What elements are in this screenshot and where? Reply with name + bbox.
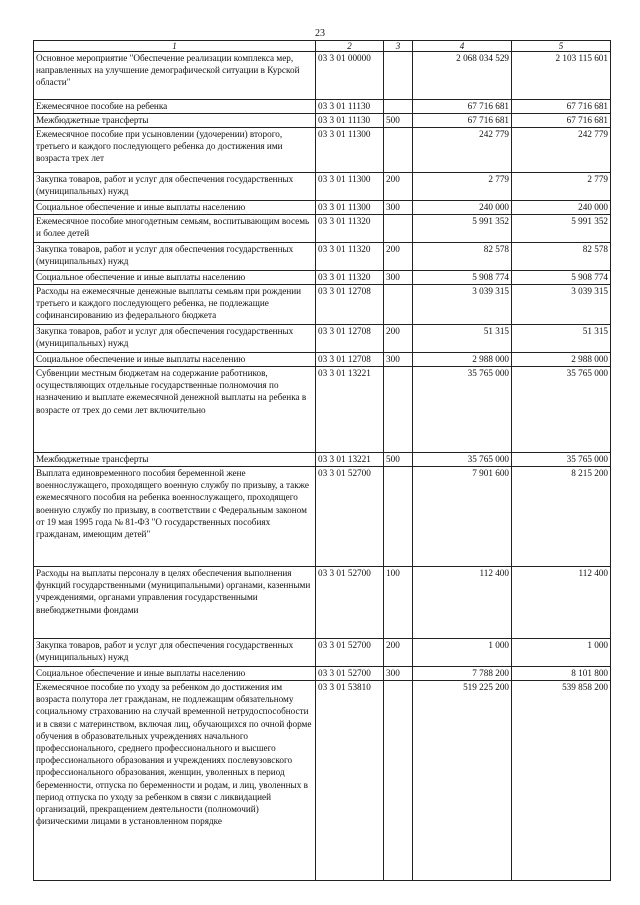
row-code: 03 3 01 13221 xyxy=(316,453,384,467)
row-name: Ежемесячное пособие при усыновлении (удочерении) второго, третьего и каждого последующего ребенка до достижения ими возраста трех лет xyxy=(34,128,316,173)
row-sum-1: 1 000 xyxy=(413,639,512,667)
row-kind: 500 xyxy=(384,453,413,467)
table-header-row xyxy=(34,41,611,52)
table-row xyxy=(34,173,611,201)
row-sum-1: 35 765 000 xyxy=(413,453,512,467)
row-sum-2: 242 779 xyxy=(512,128,611,173)
table-row xyxy=(34,128,611,173)
row-sum-2: 2 779 xyxy=(512,173,611,201)
row-code: 03 3 01 00000 xyxy=(316,52,384,100)
row-name: Закупка товаров, работ и услуг для обеспечения государственных (муниципальных) нужд xyxy=(34,639,316,667)
row-kind xyxy=(384,52,413,100)
row-sum-1: 67 716 681 xyxy=(413,114,512,128)
table-row xyxy=(34,100,611,114)
row-name: Межбюджетные трансферты xyxy=(34,114,316,128)
row-name: Социальное обеспечение и иные выплаты населению xyxy=(34,271,316,285)
row-name: Ежемесячное пособие на ребенка xyxy=(34,100,316,114)
row-kind: 300 xyxy=(384,271,413,285)
row-name: Социальное обеспечение и иные выплаты населению xyxy=(34,353,316,367)
row-sum-1: 82 578 xyxy=(413,243,512,271)
row-name: Основное мероприятие "Обеспечение реализации комплекса мер, направленных на улучшение демографической ситуации в Курской области" xyxy=(34,52,316,100)
row-code: 03 3 01 12708 xyxy=(316,325,384,353)
table-row xyxy=(34,667,611,681)
table-row xyxy=(34,467,611,567)
table-row xyxy=(34,639,611,667)
budget-table xyxy=(33,40,611,881)
row-code: 03 3 01 12708 xyxy=(316,353,384,367)
row-sum-1: 2 068 034 529 xyxy=(413,52,512,100)
row-code: 03 3 01 11320 xyxy=(316,243,384,271)
row-name: Закупка товаров, работ и услуг для обеспечения государственных (муниципальных) нужд xyxy=(34,243,316,271)
row-sum-2: 240 000 xyxy=(512,201,611,215)
row-kind xyxy=(384,215,413,243)
table-row xyxy=(34,114,611,128)
table-row xyxy=(34,453,611,467)
row-name: Ежемесячное пособие многодетным семьям, воспитывающим восемь и более детей xyxy=(34,215,316,243)
row-sum-1: 5 991 352 xyxy=(413,215,512,243)
row-sum-1: 67 716 681 xyxy=(413,100,512,114)
row-sum-1: 35 765 000 xyxy=(413,367,512,453)
row-sum-1: 519 225 200 xyxy=(413,681,512,881)
header-col-2: 2 xyxy=(316,41,384,52)
row-sum-2: 82 578 xyxy=(512,243,611,271)
row-kind xyxy=(384,100,413,114)
table-row xyxy=(34,215,611,243)
row-code: 03 3 01 13221 xyxy=(316,367,384,453)
row-name: Социальное обеспечение и иные выплаты населению xyxy=(34,201,316,215)
row-name: Закупка товаров, работ и услуг для обеспечения государственных (муниципальных) нужд xyxy=(34,325,316,353)
row-kind xyxy=(384,128,413,173)
row-code: 03 3 01 12708 xyxy=(316,285,384,325)
row-name: Социальное обеспечение и иные выплаты населению xyxy=(34,667,316,681)
row-sum-2: 35 765 000 xyxy=(512,367,611,453)
row-sum-2: 67 716 681 xyxy=(512,100,611,114)
row-code: 03 3 01 52700 xyxy=(316,667,384,681)
row-sum-2: 5 991 352 xyxy=(512,215,611,243)
table-row xyxy=(34,567,611,639)
table-row xyxy=(34,367,611,453)
row-code: 03 3 01 11320 xyxy=(316,271,384,285)
row-code: 03 3 01 11130 xyxy=(316,114,384,128)
row-name: Межбюджетные трансферты xyxy=(34,453,316,467)
row-sum-1: 112 400 xyxy=(413,567,512,639)
row-sum-2: 1 000 xyxy=(512,639,611,667)
header-col-3: 3 xyxy=(384,41,413,52)
row-code: 03 3 01 53810 xyxy=(316,681,384,881)
row-sum-2: 5 908 774 xyxy=(512,271,611,285)
row-sum-1: 242 779 xyxy=(413,128,512,173)
row-kind: 200 xyxy=(384,243,413,271)
row-name: Расходы на ежемесячные денежные выплаты семьям при рождении третьего и каждого последующего ребенка, не подлежащие софинансированию из федерального бюджета xyxy=(34,285,316,325)
row-name: Выплата единовременного пособия беременной жене военнослужащего, проходящего военную службу по призыву, а также ежемесячного пособия на ребенка военнослужащего, проходящего военную службу по призыву, в соответствии с Федеральным законом от 19 мая 1995 года № 81-ФЗ "О государственных пособиях гражданам, имеющим детей" xyxy=(34,467,316,567)
header-col-5: 5 xyxy=(512,41,611,52)
table-row xyxy=(34,681,611,881)
row-code: 03 3 01 52700 xyxy=(316,467,384,567)
row-sum-1: 3 039 315 xyxy=(413,285,512,325)
table-row xyxy=(34,243,611,271)
row-code: 03 3 01 11300 xyxy=(316,128,384,173)
table-row xyxy=(34,52,611,100)
table-row xyxy=(34,285,611,325)
row-sum-1: 51 315 xyxy=(413,325,512,353)
row-sum-1: 2 988 000 xyxy=(413,353,512,367)
row-sum-2: 67 716 681 xyxy=(512,114,611,128)
row-code: 03 3 01 11300 xyxy=(316,173,384,201)
row-sum-2: 8 215 200 xyxy=(512,467,611,567)
row-name: Ежемесячное пособие по уходу за ребенком до достижения им возраста полутора лет гражданам, не подлежащим обязательному социальному страхованию на случай временной нетрудоспособности и в связи с материнством, включая лиц, обучающихся по очной форме обучения в образовательных учреждениях начального профессионального, среднего профессионального и высшего профессионального образования и учреждениях послевузовского профессионального образования, женщин, уволенных в период беременности, отпуска по беременности и родам, и лиц, уволенных в период отпуска по уходу за ребенком в связи с ликвидацией организаций, прекращением деятельности (полномочий) физическими лицами в установленном порядке xyxy=(34,681,316,881)
row-sum-2: 112 400 xyxy=(512,567,611,639)
row-sum-2: 3 039 315 xyxy=(512,285,611,325)
row-sum-2: 2 103 115 601 xyxy=(512,52,611,100)
row-sum-1: 240 000 xyxy=(413,201,512,215)
row-sum-2: 539 858 200 xyxy=(512,681,611,881)
row-sum-2: 51 315 xyxy=(512,325,611,353)
row-name: Субвенции местным бюджетам на содержание работников, осуществляющих отдельные государственные полномочия по назначению и выплате ежемесячной денежной выплаты на ребенка в возрасте от трех до семи лет включительно xyxy=(34,367,316,453)
row-code: 03 3 01 11300 xyxy=(316,201,384,215)
table-row xyxy=(34,325,611,353)
table-row xyxy=(34,201,611,215)
row-kind: 100 xyxy=(384,567,413,639)
row-code: 03 3 01 52700 xyxy=(316,639,384,667)
row-kind xyxy=(384,285,413,325)
row-sum-1: 7 788 200 xyxy=(413,667,512,681)
row-sum-1: 2 779 xyxy=(413,173,512,201)
page-number: 23 xyxy=(315,28,325,39)
row-name: Закупка товаров, работ и услуг для обеспечения государственных (муниципальных) нужд xyxy=(34,173,316,201)
row-kind: 200 xyxy=(384,173,413,201)
row-sum-2: 35 765 000 xyxy=(512,453,611,467)
row-sum-1: 5 908 774 xyxy=(413,271,512,285)
header-col-1: 1 xyxy=(34,41,316,52)
row-kind xyxy=(384,367,413,453)
row-code: 03 3 01 52700 xyxy=(316,567,384,639)
row-kind: 200 xyxy=(384,639,413,667)
row-kind xyxy=(384,681,413,881)
row-kind: 300 xyxy=(384,353,413,367)
row-code: 03 3 01 11320 xyxy=(316,215,384,243)
row-kind: 500 xyxy=(384,114,413,128)
header-col-4: 4 xyxy=(413,41,512,52)
row-kind: 200 xyxy=(384,325,413,353)
row-code: 03 3 01 11130 xyxy=(316,100,384,114)
row-kind xyxy=(384,467,413,567)
row-sum-1: 7 901 600 xyxy=(413,467,512,567)
row-kind: 300 xyxy=(384,201,413,215)
table-row xyxy=(34,271,611,285)
row-sum-2: 8 101 800 xyxy=(512,667,611,681)
row-name: Расходы на выплаты персоналу в целях обеспечения выполнения функций государственными (муниципальными) органами, казенными учреждениями, органами управления государственными внебюджетными фондами xyxy=(34,567,316,639)
table-row xyxy=(34,353,611,367)
row-sum-2: 2 988 000 xyxy=(512,353,611,367)
row-kind: 300 xyxy=(384,667,413,681)
